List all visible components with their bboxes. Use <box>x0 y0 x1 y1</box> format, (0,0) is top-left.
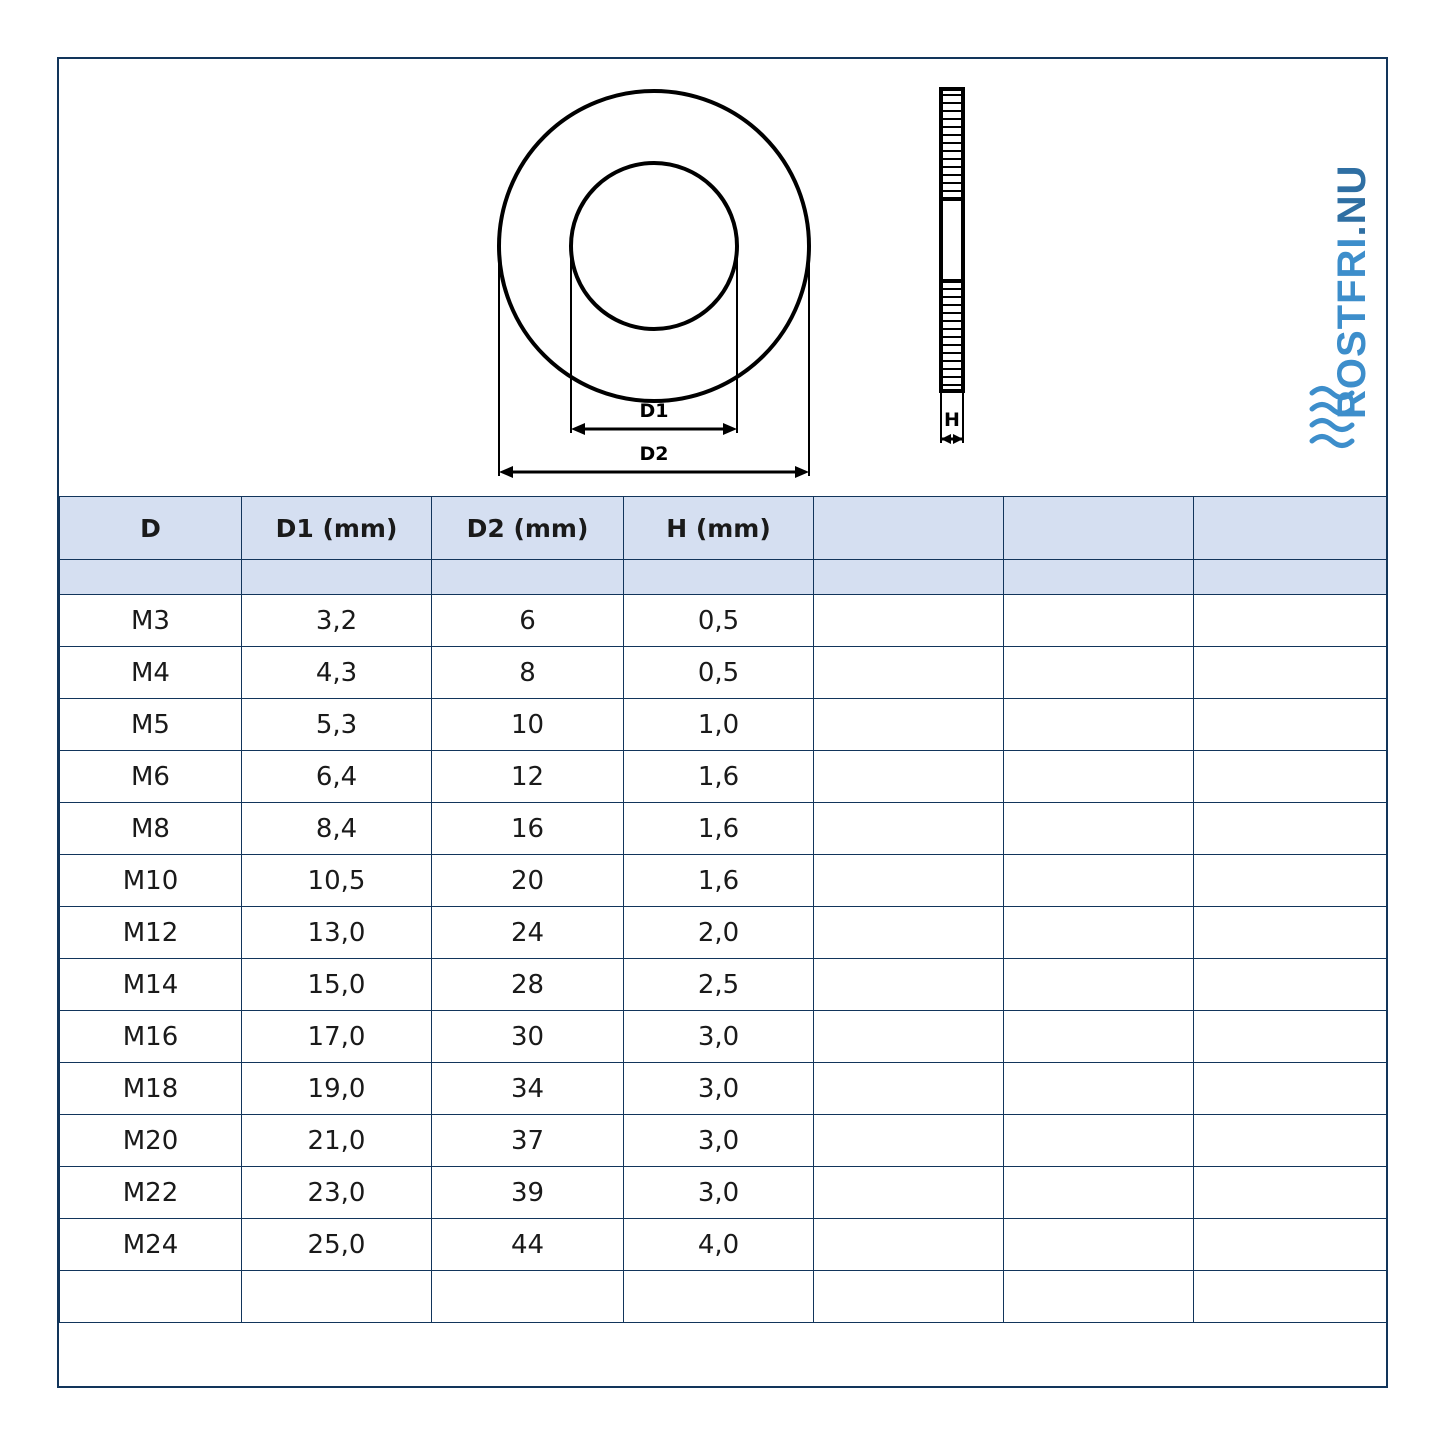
d2-arrow-right <box>795 466 809 478</box>
cell-size: M18 <box>60 1063 242 1115</box>
cell-empty-3 <box>1194 1063 1387 1115</box>
cell-d1: 21,0 <box>242 1115 432 1167</box>
watermark-logo <box>1234 89 1374 479</box>
cell-empty-3 <box>1194 647 1387 699</box>
spacer-cell <box>432 560 624 595</box>
cell-empty-2 <box>1004 751 1194 803</box>
cell-empty-3 <box>1194 1271 1387 1323</box>
cell-d2: 30 <box>432 1011 624 1063</box>
cell-empty-1 <box>814 855 1004 907</box>
cell-empty-3 <box>1194 1219 1387 1271</box>
cell-h <box>624 1271 814 1323</box>
table-header-row <box>60 497 1387 560</box>
cell-empty-1 <box>814 803 1004 855</box>
cell-h: 2,5 <box>624 959 814 1011</box>
table-row <box>60 1219 1387 1271</box>
header-cell-h: H (mm) <box>624 497 814 560</box>
spacer-cell <box>1004 560 1194 595</box>
cell-d2: 24 <box>432 907 624 959</box>
cell-h: 3,0 <box>624 1063 814 1115</box>
cell-size: M14 <box>60 959 242 1011</box>
cell-d1 <box>242 1271 432 1323</box>
cell-empty-3 <box>1194 1011 1387 1063</box>
table-row <box>60 1063 1387 1115</box>
d1-arrow-left <box>571 423 585 435</box>
cell-empty-3 <box>1194 699 1387 751</box>
cell-size: M8 <box>60 803 242 855</box>
table-row <box>60 855 1387 907</box>
cell-size: M5 <box>60 699 242 751</box>
spacer-cell <box>624 560 814 595</box>
cell-h: 1,6 <box>624 803 814 855</box>
h-arrow-right <box>953 434 963 444</box>
header-cell-d2: D2 (mm) <box>432 497 624 560</box>
cell-empty-2 <box>1004 1011 1194 1063</box>
cell-d1: 5,3 <box>242 699 432 751</box>
header-cell-d: D <box>60 497 242 560</box>
cell-d1: 13,0 <box>242 907 432 959</box>
cell-d2: 8 <box>432 647 624 699</box>
cell-empty-1 <box>814 647 1004 699</box>
cell-h: 4,0 <box>624 1219 814 1271</box>
cell-size: M20 <box>60 1115 242 1167</box>
cell-empty-2 <box>1004 595 1194 647</box>
cell-h: 2,0 <box>624 907 814 959</box>
cell-size: M10 <box>60 855 242 907</box>
cell-h: 1,0 <box>624 699 814 751</box>
table-row <box>60 1167 1387 1219</box>
cell-d1: 17,0 <box>242 1011 432 1063</box>
d2-arrow-left <box>499 466 513 478</box>
d1-label: D1 <box>639 400 669 422</box>
cell-empty-2 <box>1004 959 1194 1011</box>
h-arrow-left <box>941 434 951 444</box>
d2-label: D2 <box>639 443 669 465</box>
cell-empty-2 <box>1004 699 1194 751</box>
inner-diameter-circle <box>571 163 737 329</box>
cell-empty-2 <box>1004 1115 1194 1167</box>
cell-empty-1 <box>814 1115 1004 1167</box>
cell-empty-3 <box>1194 1167 1387 1219</box>
cell-empty-1 <box>814 1219 1004 1271</box>
cell-d2: 20 <box>432 855 624 907</box>
table-row-blank <box>60 1271 1387 1323</box>
cell-d1: 10,5 <box>242 855 432 907</box>
cell-d2: 28 <box>432 959 624 1011</box>
cell-empty-2 <box>1004 1063 1194 1115</box>
cell-d2: 16 <box>432 803 624 855</box>
cell-empty-1 <box>814 907 1004 959</box>
cell-empty-1 <box>814 1271 1004 1323</box>
cell-empty-1 <box>814 1011 1004 1063</box>
table-subheader-spacer-row <box>60 560 1387 595</box>
dimension-table <box>59 496 1387 1323</box>
cell-empty-3 <box>1194 959 1387 1011</box>
cell-empty-2 <box>1004 907 1194 959</box>
cell-empty-1 <box>814 699 1004 751</box>
header-cell-empty-2 <box>1004 497 1194 560</box>
cell-size: M12 <box>60 907 242 959</box>
cell-size: M6 <box>60 751 242 803</box>
cell-d2: 37 <box>432 1115 624 1167</box>
section-hatch-top <box>943 95 961 191</box>
spacer-cell <box>60 560 242 595</box>
cell-empty-2 <box>1004 803 1194 855</box>
table-row <box>60 1011 1387 1063</box>
cell-empty-3 <box>1194 1115 1387 1167</box>
cell-size: M24 <box>60 1219 242 1271</box>
table-row <box>60 699 1387 751</box>
cell-size: M22 <box>60 1167 242 1219</box>
cell-empty-2 <box>1004 647 1194 699</box>
watermark-brand-dark: .NU <box>1330 164 1374 237</box>
cell-empty-3 <box>1194 751 1387 803</box>
cell-d1: 6,4 <box>242 751 432 803</box>
cell-empty-1 <box>814 1167 1004 1219</box>
cell-d2: 39 <box>432 1167 624 1219</box>
cell-size: M16 <box>60 1011 242 1063</box>
cell-empty-1 <box>814 595 1004 647</box>
spacer-cell <box>1194 560 1387 595</box>
cell-d1: 19,0 <box>242 1063 432 1115</box>
technical-drawing <box>59 59 1386 496</box>
waves-icon <box>1308 385 1362 449</box>
washer-front-view-diagram <box>489 81 819 501</box>
table-row <box>60 1115 1387 1167</box>
cell-size <box>60 1271 242 1323</box>
cell-h: 1,6 <box>624 751 814 803</box>
section-hatch-bottom <box>943 289 961 385</box>
cell-empty-2 <box>1004 1167 1194 1219</box>
table-row <box>60 595 1387 647</box>
cell-d1: 3,2 <box>242 595 432 647</box>
table-row <box>60 647 1387 699</box>
cell-d2: 6 <box>432 595 624 647</box>
cell-h: 0,5 <box>624 647 814 699</box>
cell-d2: 10 <box>432 699 624 751</box>
cell-d2: 44 <box>432 1219 624 1271</box>
cell-d2 <box>432 1271 624 1323</box>
h-label: H <box>944 409 960 431</box>
cell-empty-2 <box>1004 855 1194 907</box>
cell-empty-1 <box>814 751 1004 803</box>
table-row <box>60 907 1387 959</box>
outer-diameter-circle <box>499 91 809 401</box>
cell-empty-3 <box>1194 595 1387 647</box>
cell-h: 1,6 <box>624 855 814 907</box>
spacer-cell <box>814 560 1004 595</box>
cell-size: M4 <box>60 647 242 699</box>
cell-empty-3 <box>1194 855 1387 907</box>
cell-h: 3,0 <box>624 1115 814 1167</box>
washer-side-view-diagram <box>899 81 1029 481</box>
table-row <box>60 959 1387 1011</box>
cell-h: 0,5 <box>624 595 814 647</box>
table-row <box>60 751 1387 803</box>
cell-empty-1 <box>814 1063 1004 1115</box>
cell-h: 3,0 <box>624 1011 814 1063</box>
datasheet-frame <box>57 57 1388 1388</box>
header-cell-d1: D1 (mm) <box>242 497 432 560</box>
d1-arrow-right <box>723 423 737 435</box>
header-cell-empty-1 <box>814 497 1004 560</box>
cell-d2: 12 <box>432 751 624 803</box>
cell-empty-3 <box>1194 907 1387 959</box>
spacer-cell <box>242 560 432 595</box>
cell-h: 3,0 <box>624 1167 814 1219</box>
cell-d1: 8,4 <box>242 803 432 855</box>
cell-d1: 23,0 <box>242 1167 432 1219</box>
cell-empty-2 <box>1004 1271 1194 1323</box>
cell-empty-3 <box>1194 803 1387 855</box>
cell-empty-1 <box>814 959 1004 1011</box>
cell-d1: 25,0 <box>242 1219 432 1271</box>
cell-size: M3 <box>60 595 242 647</box>
cell-d2: 34 <box>432 1063 624 1115</box>
table-row <box>60 803 1387 855</box>
cell-empty-2 <box>1004 1219 1194 1271</box>
cell-d1: 15,0 <box>242 959 432 1011</box>
header-cell-empty-3 <box>1194 497 1387 560</box>
watermark-brand-light: ROSTFRI <box>1330 236 1374 419</box>
cell-d1: 4,3 <box>242 647 432 699</box>
